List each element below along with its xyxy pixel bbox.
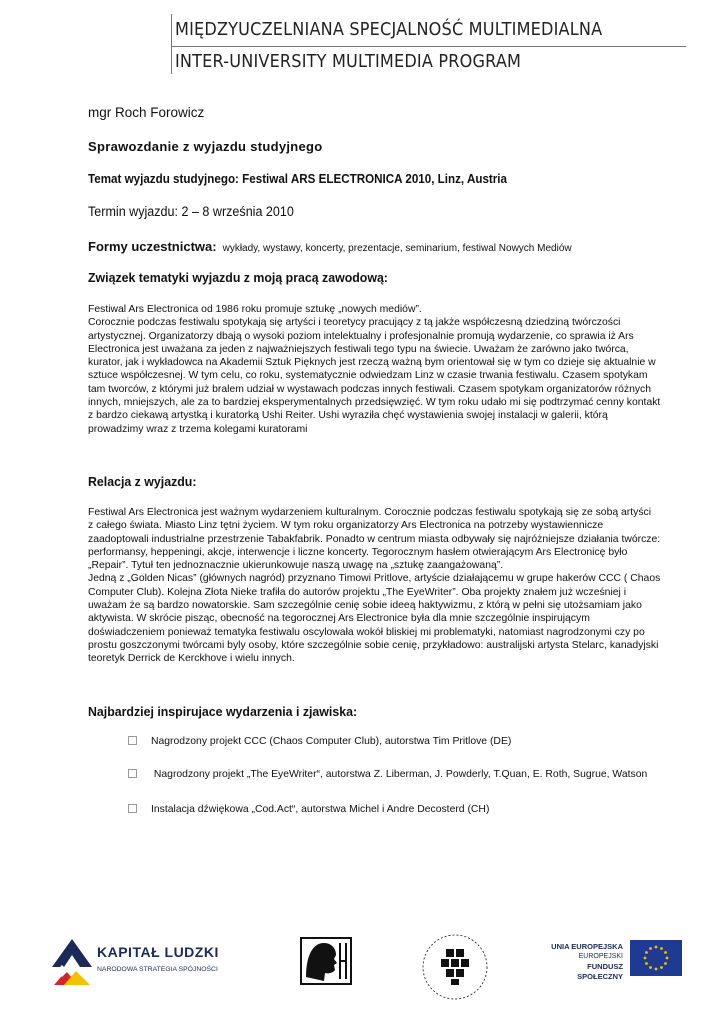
eu-star-icon <box>655 946 658 949</box>
participation-forms-value: wykłady, wystawy, koncerty, prezentacje, seminarium, festiwal Nowych Mediów <box>222 243 572 254</box>
paragraph-line: tam tworców, z którymi już bralem udział w wystawach podczas innych festiwali. Czasem spotykam organizatorów różnych <box>88 383 652 395</box>
eu-star-icon <box>660 966 663 969</box>
section-heading-work-relation: Związek tematyki wyjazdu z moją pracą zawodową: <box>88 270 388 285</box>
paragraph-line: kurator, jak i wykładowca na Akademii Sztuk Pięknych jest rzeczą ważną bym orientował się w tym co dzieje się aktualnie w <box>88 357 656 369</box>
eu-logo-line2: EUROPEJSKI <box>578 953 623 960</box>
eu-logo-line1: UNIA EUROPEJSKA <box>551 942 623 951</box>
list-item <box>128 736 511 747</box>
eu-star-icon <box>644 957 647 960</box>
eu-star-icon <box>666 957 669 960</box>
list-item-text: Instalacja dźwiękowa „Cod.Act“, autorstwa Michel i Andre Decosterd (CH) <box>151 804 490 815</box>
header-polish-title: MIĘDZYUCZELNIANA SPECJALNOŚĆ MULTIMEDIALNA <box>175 20 603 40</box>
eu-logo-text <box>545 942 623 982</box>
checkbox-bullet-icon <box>128 769 137 778</box>
author-name: mgr Roch Forowicz <box>88 105 205 120</box>
paragraph-line: prostu goszczonymi twórcami byly osoby, które szczególnie sobie cenię, przykładowo: australijski artysta Stelarc, kanadyjski <box>88 639 659 651</box>
academy-fine-arts-seal-icon <box>415 925 495 1005</box>
paragraph-line: z bardzo ciekawą artystką i kuratorką Ushi Reiter. Ushi wyraziła chęć wystawienia swojej instalacji w galerii, którą <box>88 410 608 422</box>
paragraph-line: artystycznej. Organizatorzy dbają o wysoki poziom intelektualny i profesjonalnie promują wydarzenie, co sprawia iż Ars <box>88 330 634 342</box>
paragraph-line: performansy, heppeningi, akcje, interwencje i liczne koncerty. Tegorocznym hasłem otwierającym Ars Electronicę było <box>88 546 628 558</box>
paragraph-line: zaadoptowali industrialne przestrzenie Tabakfabrik. Ponadto w centrum miasta odbywały się najróżniejsze działania twórcze: <box>88 533 661 545</box>
checkbox-bullet-icon <box>128 804 137 813</box>
paragraph-line: uważam że są bardzo nowatorskie. Sam szczególnie cenię sobie ideeą haktywizmu, z którą w pełni się utożsamiam jako <box>88 600 642 612</box>
header-divider <box>171 46 686 47</box>
participation-forms <box>88 238 572 256</box>
paragraph-line: Festiwal Ars Electronica od 1986 roku promuje sztukę „nowych mediów”. <box>88 304 422 315</box>
paragraph-line: Festiwal Ars Electronica jest ważnym wydarzeniem kulturalnym. Corocznie podczas festiwalu spotykają się ze sobą artyści <box>88 507 652 518</box>
checkbox-bullet-icon <box>128 736 137 745</box>
eu-logo-line3: FUNDUSZ SPOŁECZNY <box>577 962 623 981</box>
kapital-ludzki-logo <box>50 937 220 987</box>
paragraph-line: innych, mniejszych, ale za to bardziej eksperymentalnych przedsięwzięć. W tym roku udało mi się podtrzymać cenny kontakt <box>88 397 661 409</box>
trip-topic: Temat wyjazdu studyjnego: Festiwal ARS ELECTRONICA 2010, Linz, Austria <box>88 172 508 186</box>
paragraph-line: sztuce współczesnej. W tym celu, co roku, systematycznie odwiedzam Linz w czasie trwania festiwalu. Czasem spotykam <box>88 370 648 382</box>
section-heading-inspirations: Najbardziej inspirujace wydarzenia i zjawiska: <box>88 704 358 719</box>
paragraph-line: doświadczeniem ponieważ tematyka festiwalu oscylowała wokół bliskiej mi problematyki, natomiast nagrodzonymi czy po <box>88 626 645 638</box>
footer-logos <box>0 925 724 1024</box>
paragraph-line: Computer Club). Kolejna Złota Nieke trafiła do autorów projektu „The EyeWriter”. Oba projekty znałem już wcześniej i <box>88 586 627 598</box>
list-item-text: Nagrodzony projekt „The EyeWriter“, autorstwa Z. Liberman, J. Powderly, T.Quan, E. Roth, Sugrue, Watson <box>151 769 648 780</box>
document-title: Sprawozdanie z wyjazdu studyjnego <box>88 139 323 154</box>
participation-forms-label: Formy uczestnictwa: <box>88 239 217 254</box>
eu-star-icon <box>645 962 648 965</box>
eu-star-icon <box>645 951 648 954</box>
eu-star-icon <box>655 968 658 971</box>
header-english-title: INTER-UNIVERSITY MULTIMEDIA PROGRAM <box>175 52 522 72</box>
section-body-work-relation <box>88 303 661 436</box>
profile-face-logo-icon <box>300 937 352 985</box>
kapital-ludzki-title: KAPITAŁ LUDZKI <box>97 944 219 960</box>
eu-flag-icon <box>630 940 682 976</box>
paragraph-line: „Repair”. Tytuł ten jednoznacznie ukierunkowuje naszą uwagę na „sztukę zaangażowaną”. <box>88 560 504 572</box>
paragraph-line: Corocznie podczas festiwalu spotykają się artyści i teoretycy pracujący z tą jakże współczesną dziedziną twórczości <box>88 317 621 329</box>
paragraph-line: z całego świata. Miasto Linz tętni życiem. W tym roku organizatorzy Ars Electronica na potrzeby wystawiennicze <box>88 520 604 532</box>
kapital-ludzki-emblem-icon <box>50 937 94 987</box>
paragraph-line: aktywista. W skrócie pisząc, obecność na tegorocznej Ars Electronice była dla mnie szczególnie inspirującym <box>88 613 590 625</box>
header-vertical-rule <box>171 14 172 74</box>
list-item <box>128 769 647 780</box>
section-body-report <box>88 506 661 666</box>
eu-star-icon <box>664 951 667 954</box>
paragraph-line: prowadzimy wraz z trzema kolegami kuratorami <box>88 423 308 435</box>
eu-star-icon <box>660 947 663 950</box>
section-heading-report: Relacja z wyjazdu: <box>88 474 197 489</box>
paragraph-line: Electronica jest uważana za jeden z najważniejszych festiwali tego typu na świecie. Uważam że zarówno jako twórca, <box>88 343 629 355</box>
eu-star-icon <box>649 966 652 969</box>
european-union-logo <box>545 940 685 985</box>
list-item-text: Nagrodzony projekt CCC (Chaos Computer Club), autorstwa Tim Pritlove (DE) <box>151 736 512 747</box>
kapital-ludzki-subtitle: NARODOWA STRATEGIA SPÓJNOŚCI <box>97 966 218 973</box>
paragraph-line: teoretyk Derrick de Kerckhove i wielu innych. <box>88 653 295 665</box>
trip-dates: Termin wyjazdu: 2 – 8 września 2010 <box>88 204 294 219</box>
list-item <box>128 804 489 815</box>
paragraph-line: Jedną z „Golden Nicas” (głównych nagród) przyznano Timowi Pritlove, artyście działającemu w grupe hakerów CCC ( Chaos <box>88 573 661 585</box>
eu-star-icon <box>649 947 652 950</box>
eu-star-icon <box>664 962 667 965</box>
